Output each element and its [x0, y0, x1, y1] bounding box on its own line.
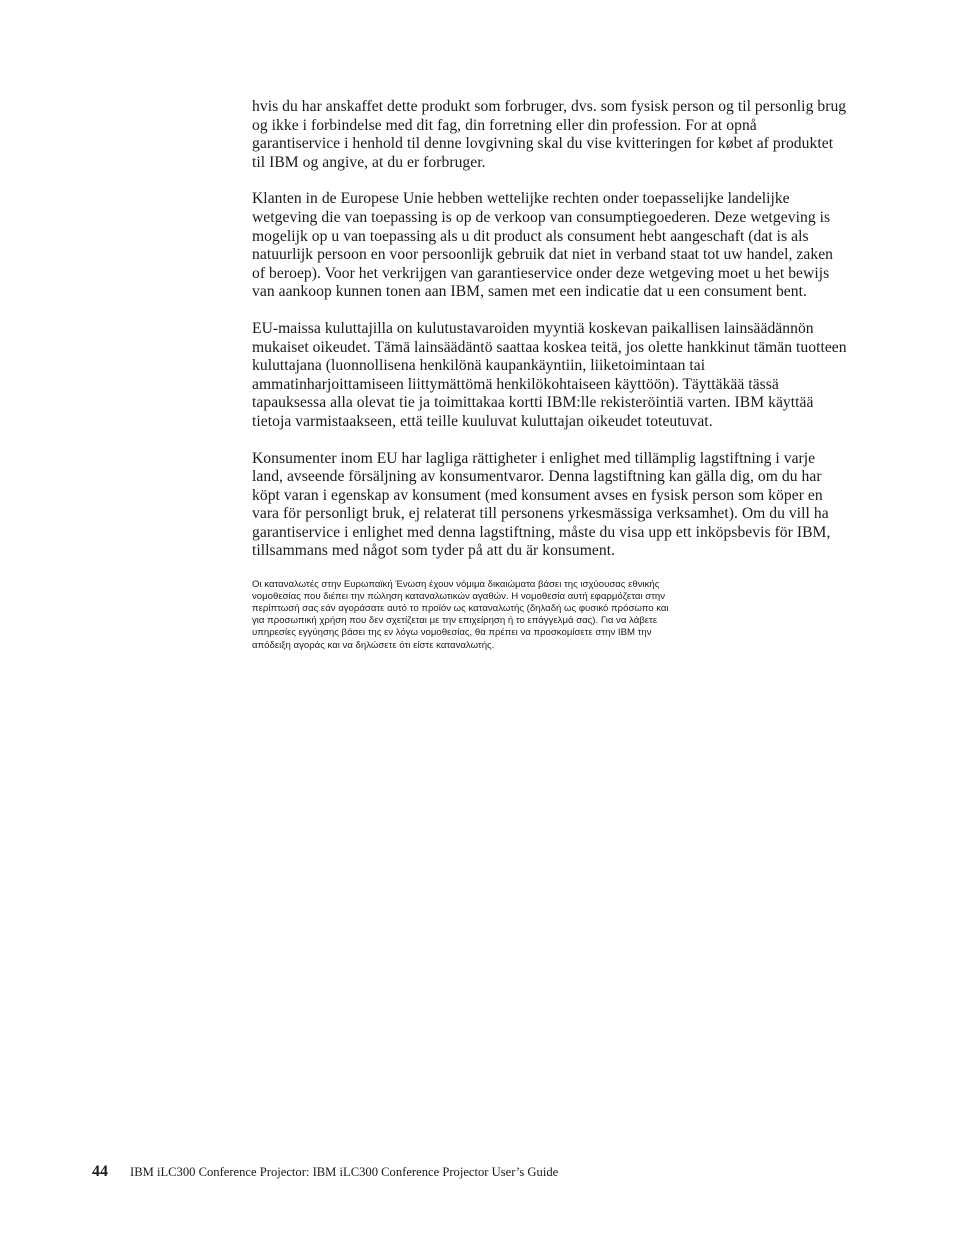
page-footer [92, 1163, 558, 1181]
page-number: 44 [92, 1163, 108, 1180]
document-title: IBM iLC300 Conference Projector: IBM iLC300 Conference Projector User’s Guide [130, 1165, 559, 1179]
paragraph-danish: hvis du har anskaffet dette produkt som forbruger, dvs. som fysisk person og til personlig brug og ikke i forbindelse med dit fag, din forretning eller din profession. For at opnå garantiservice i henhold til denne lovgivning skal du vise kvitteringen for købet af produktet til IBM og angive, at du er forbruger. [252, 98, 847, 171]
paragraph-dutch: Klanten in de Europese Unie hebben wettelijke rechten onder toepasselijke landelijke wetgeving die van toepassing is op de verkoop van consumptiegoederen. Deze wetgeving is mogelijk op u van toepassing als u dit product als consument hebt aangeschaft (dat is als natuurlijk persoon en voor persoonlijk gebruik dat niet in verband staat tot uw handel, zaken of beroep). Voor het verkrijgen van garantieservice onder deze wetgeving moet u het bewijs van aankoop kunnen tonen aan IBM, samen met een indicatie dat u een consument bent. [252, 190, 834, 301]
page-body [252, 98, 848, 670]
paragraph-greek: Οι καταναλωτές στην Ευρωπαϊκή Ένωση έχουν νόμιμα δικαιώματα βάσει της ισχύουσας εθνικής νομοθεσίας που διέπει την πώληση καταναλωτικών αγαθών. Η νομοθεσία αυτή εφαρμόζεται στην περίπτωσή σας εάν αγοράσατε αυτό το προϊόν ως καταναλωτής (δηλαδή ως φυσικό πρόσωπο και για προσωπική χρήση που δεν σχετίζεται με την επιχείρηση ή το επάγγελμά σας). Για να λάβετε υπηρεσίες εγγύησης βάσει της εν λόγω νομοθεσίας, θα πρέπει να προσκομίσετε στην IBM την απόδειξη αγοράς και να δηλώσετε ότι είστε καταναλωτής. [252, 579, 669, 651]
paragraph-finnish: EU-maissa kuluttajilla on kulutustavaroiden myyntiä koskevan paikallisen lainsäädännön mukaiset oikeudet. Tämä lainsäädäntö saattaa koskea teitä, jos olette hankkinut tämän tuotteen kuluttajana (luonnollisena henkilönä kaupankäyntiin, liiketoimintaan tai ammatinharjoittamiseen liittymättömä henkilökohtaiseen käyttöön). Täyttäkää tässä tapauksessa alla olevat tie ja toimittakaa kortti IBM:lle rekisteröintiä varten. IBM käyttää tietoja varmistaakseen, että teille kuuluvat kuluttajan oikeudet toteutuvat. [252, 319, 847, 430]
paragraph-swedish: Konsumenter inom EU har lagliga rättigheter i enlighet med tillämplig lagstiftning i varje land, avseende försäljning av konsumentvaror. Denna lagstiftning kan gälla dig, om du har köpt varan i egenskap av konsument (med konsument avses en fysisk person som köper en vara för personligt bruk, ej relaterat till personens yrkesmässiga verksamhet). Om du vill ha garantiservice i enlighet med denna lagstiftning, måste du visa upp ett inköpsbevis för IBM, tillsammans med något som tyder på att du är konsument. [252, 449, 831, 560]
